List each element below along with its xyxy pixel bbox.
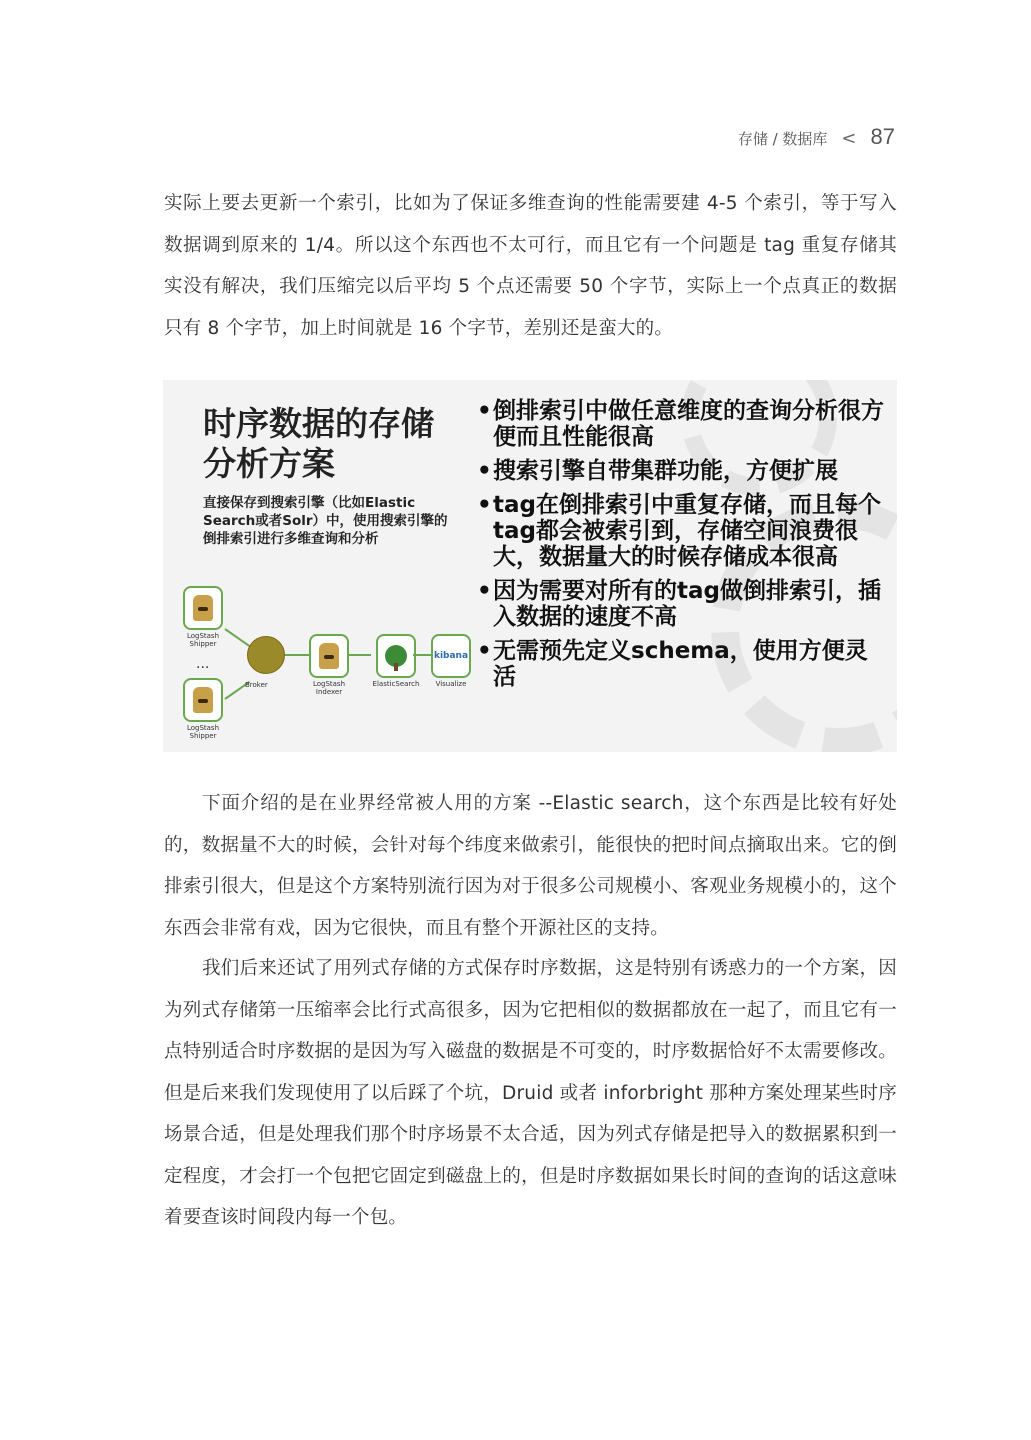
- logstash-icon: [183, 678, 223, 722]
- slide-bullet: • 倒排索引中做任意维度的查询分析很方便而且性能很高: [477, 398, 887, 450]
- slide-bullet-list: [477, 398, 887, 698]
- logstash-icon: [309, 634, 349, 678]
- ellipsis: ...: [196, 656, 210, 672]
- slide-bullet: • 搜索引擎自带集群功能，方便扩展: [477, 458, 887, 484]
- page-number: 87: [870, 124, 895, 149]
- paragraph-3: 我们后来还试了用列式存储的方式保存时序数据，这是特别有诱惑力的一个方案，因为列式存储第一压缩率会比行式高很多，因为它把相似的数据都放在一起了，而且它有一点特别适合时序数据的是因为写入磁盘的数据是不可变的，时序数据恰好不太需要修改。但是后来我们发现使用了以后踩了个坑，Druid 或者 inforbright 那种方案处理某些时序场景合适，但是处理我们那个时序场景不太合适，因为列式存储是把导入的数据累积到一定程度，才会打一个包把它固定到磁盘上的，但是时序数据如果长时间的查询的话这意味着要查该时间段内每一个包。: [164, 958, 897, 1228]
- arrow-line: [285, 654, 309, 656]
- kibana-node: [431, 634, 471, 688]
- slide-bullet: • 因为需要对所有的tag做倒排索引，插入数据的速度不高: [477, 578, 887, 630]
- arrow-line: [413, 654, 433, 656]
- shipper-caption: LogStash Shipper: [186, 724, 220, 740]
- broker-caption: Broker: [245, 681, 268, 689]
- broker-node: [247, 636, 285, 674]
- header-separator: <: [841, 128, 857, 149]
- kibana-icon: kibana: [431, 634, 471, 678]
- shipper-node-top: [183, 586, 223, 648]
- logstash-icon: [183, 586, 223, 630]
- page-header: [738, 124, 895, 150]
- indexer-node: [309, 634, 349, 696]
- slide-subtitle: 直接保存到搜索引擎（比如Elastic Search或者Solr）中，使用搜索引擎的倒排索引进行多维查询和分析: [203, 495, 448, 547]
- slide-bullet: • 无需预先定义schema，使用方便灵活: [477, 638, 887, 690]
- indexer-caption: LogStash Indexer: [312, 680, 346, 696]
- slide-figure: [163, 380, 897, 752]
- elasticsearch-caption: ElasticSearch: [372, 680, 420, 688]
- slide-title: 时序数据的存储分析方案: [203, 404, 434, 483]
- arrow-line: [349, 654, 371, 656]
- section-title: 存储 / 数据库: [737, 130, 828, 148]
- arrow-line: [224, 628, 250, 647]
- paragraph-2: 下面介绍的是在业界经常被人用的方案 --Elastic search，这个东西是比较有好处的，数据量不大的时候，会针对每个纬度来做索引，能很快的把时间点摘取出来。它的倒排索引很大，但是这个方案特别流行因为对于很多公司规模小、客观业务规模小的，这个东西会非常有戏，因为它很快，而且有整个开源社区的支持。: [164, 793, 897, 939]
- visualize-caption: Visualize: [435, 680, 467, 688]
- paragraph-1: 实际上要去更新一个索引，比如为了保证多维查询的性能需要建 4-5 个索引，等于写入数据调到原来的 1/4。所以这个东西也不太可行，而且它有一个问题是 tag 重复存储其实没有解决，我们压缩完以后平均 5 个点还需要 50 个字节，实际上一个点真正的数据只有 8 个字节，加上时间就是 16 个字节，差别还是蛮大的。: [164, 193, 897, 339]
- shipper-caption: LogStash Shipper: [186, 632, 220, 648]
- elasticsearch-tree-icon: [376, 634, 416, 678]
- elasticsearch-node: [371, 634, 421, 688]
- architecture-diagram: [163, 580, 473, 752]
- shipper-node-bottom: [183, 678, 223, 740]
- slide-bullet: • tag在倒排索引中重复存储，而且每个tag都会被索引到，存储空间浪费很大，数据量大的时候存储成本很高: [477, 492, 887, 570]
